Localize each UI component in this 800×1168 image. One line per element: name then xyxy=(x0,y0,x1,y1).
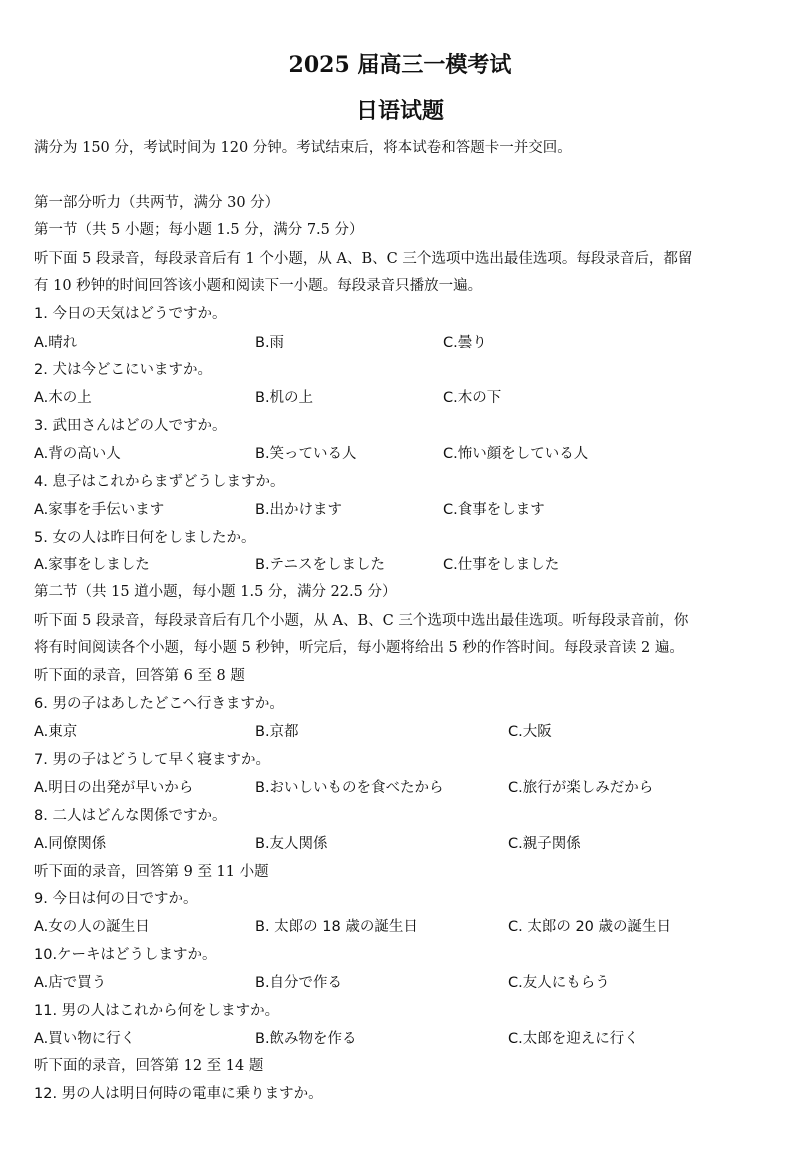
q9-option-c: C. 太郎の 20 歳の誕生日 xyxy=(508,919,672,935)
q3-option-a: A.背の高い人 xyxy=(34,446,121,462)
group-6-8-heading: 听下面的录音，回答第 6 至 8 题 xyxy=(34,668,245,684)
q1-option-c: C.曇り xyxy=(443,335,487,351)
q11-option-c: C.太郎を迎えに行く xyxy=(508,1031,639,1047)
question-11: 11. 男の人はこれから何をしますか。 xyxy=(34,1003,280,1019)
q10-option-c: C.友人にもらう xyxy=(508,975,610,991)
question-12: 12. 男の人は明日何時の電車に乗りますか。 xyxy=(34,1086,323,1102)
q2-option-b: B.机の上 xyxy=(255,390,314,406)
section2-heading: 第二节（共 15 道小题，每小题 1.5 分，满分 22.5 分） xyxy=(34,584,397,600)
q8-option-a: A.同僚関係 xyxy=(34,836,107,852)
q4-option-b: B.出かけます xyxy=(255,502,343,518)
section1-heading: 第一节（共 5 小题；每小题 1.5 分，满分 7.5 分） xyxy=(34,222,364,238)
q10-option-a: A.店で買う xyxy=(34,975,107,991)
question-7: 7. 男の子はどうして早く寝ますか。 xyxy=(34,752,270,768)
question-3: 3. 武田さんはどの人ですか。 xyxy=(34,418,227,434)
q1-option-a: A.晴れ xyxy=(34,335,78,351)
q8-option-b: B.友人関係 xyxy=(255,836,328,852)
section1-instructions-2: 有 10 秒钟的时间回答该小题和阅读下一小题。每段录音只播放一遍。 xyxy=(34,278,483,294)
intro-text: 满分为 150 分，考试时间为 120 分钟。考试结束后，将本试卷和答题卡一并交回。 xyxy=(34,140,572,156)
question-4: 4. 息子はこれからまずどうしますか。 xyxy=(34,474,285,490)
question-10: 10.ケーキはどうしますか。 xyxy=(34,947,217,963)
q9-option-b: B. 太郎の 18 歳の誕生日 xyxy=(255,919,418,935)
q9-option-a: A.女の人の誕生日 xyxy=(34,919,150,935)
question-5: 5. 女の人は昨日何をしましたか。 xyxy=(34,530,256,546)
question-2: 2. 犬は今どこにいますか。 xyxy=(34,362,212,378)
q7-option-a: A.明日の出発が早いから xyxy=(34,780,194,796)
section2-instructions-1: 听下面 5 段录音，每段录音后有几个小题，从 A、B、C 三个选项中选出最佳选项。听每段录音前，你 xyxy=(34,613,689,629)
q1-option-b: B.雨 xyxy=(255,335,285,351)
q6-option-b: B.京都 xyxy=(255,724,299,740)
q8-option-c: C.親子関係 xyxy=(508,836,581,852)
question-8: 8. 二人はどんな関係ですか。 xyxy=(34,808,227,824)
group-12-14-heading: 听下面的录音，回答第 12 至 14 题 xyxy=(34,1058,264,1074)
q5-option-b: B.テニスをしました xyxy=(255,557,385,573)
q11-option-b: B.飲み物を作る xyxy=(255,1031,357,1047)
q7-option-b: B.おいしいものを食べたから xyxy=(255,780,444,796)
exam-subtitle: 日语试题 xyxy=(355,98,444,124)
q6-option-c: C.大阪 xyxy=(508,724,552,740)
question-1: 1. 今日の天気はどうですか。 xyxy=(34,306,227,322)
section1-instructions-1: 听下面 5 段录音，每段录音后有 1 个小题，从 A、B、C 三个选项中选出最佳选项。每段录音后，都留 xyxy=(34,251,693,267)
q2-option-a: A.木の上 xyxy=(34,390,92,406)
q11-option-a: A.買い物に行く xyxy=(34,1031,136,1047)
q7-option-c: C.旅行が楽しみだから xyxy=(508,780,654,796)
q5-option-a: A.家事をしました xyxy=(34,557,150,573)
q5-option-c: C.仕事をしました xyxy=(443,557,560,573)
q4-option-c: C.食事をします xyxy=(443,502,545,518)
group-9-11-heading: 听下面的录音，回答第 9 至 11 小题 xyxy=(34,864,269,880)
q4-option-a: A.家事を手伝います xyxy=(34,502,165,518)
exam-title: 2025 届高三一模考试 xyxy=(288,52,512,78)
section2-instructions-2: 将有时间阅读各个小题，每小题 5 秒钟，听完后，每小题将给出 5 秒的作答时间。每段录音读 2 遍。 xyxy=(34,640,684,656)
question-6: 6. 男の子はあしたどこへ行きますか。 xyxy=(34,696,284,712)
question-9: 9. 今日は何の日ですか。 xyxy=(34,891,198,907)
q10-option-b: B.自分で作る xyxy=(255,975,343,991)
q6-option-a: A.東京 xyxy=(34,724,78,740)
q2-option-c: C.木の下 xyxy=(443,390,502,406)
part1-heading: 第一部分听力（共两节，满分 30 分） xyxy=(34,195,280,211)
q3-option-b: B.笑っている人 xyxy=(255,446,357,462)
q3-option-c: C.怖い顔をしている人 xyxy=(443,446,589,462)
